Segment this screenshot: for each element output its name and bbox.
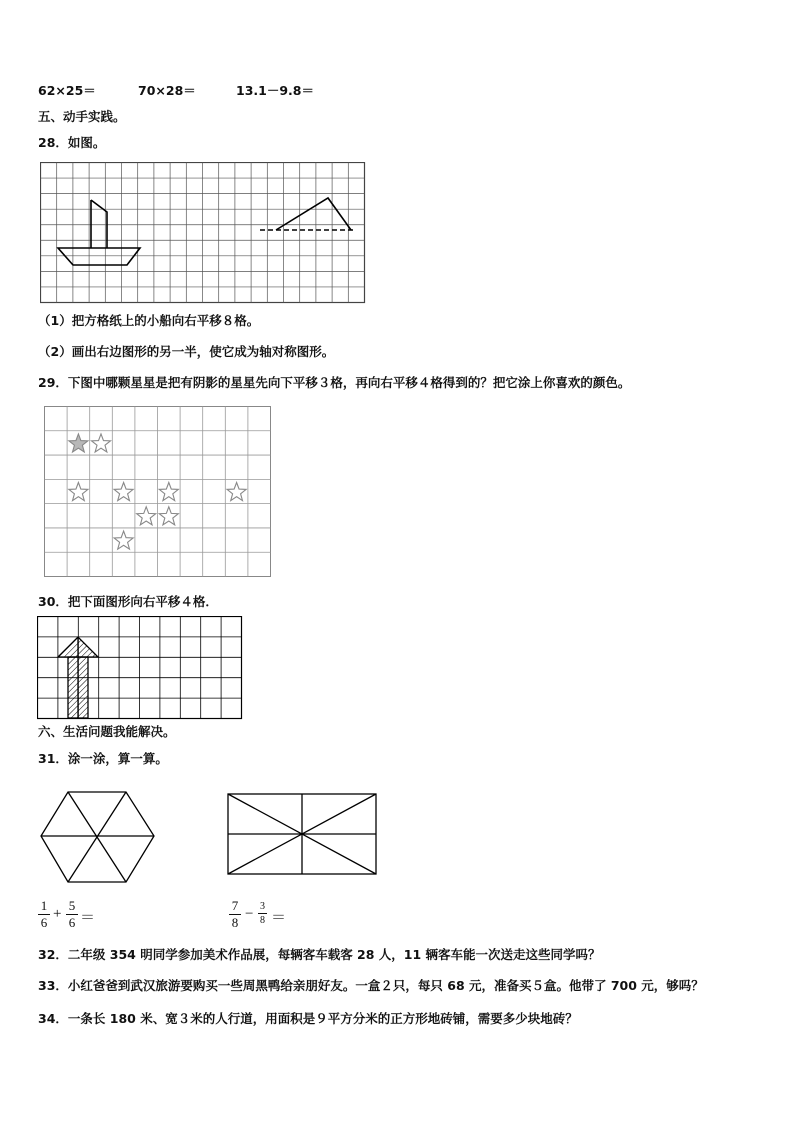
star-icon bbox=[114, 531, 133, 549]
calc-item-3: 13.1－9.8＝ bbox=[236, 83, 314, 98]
star-icon bbox=[114, 483, 133, 501]
frac2-a-numerator: 7 bbox=[231, 898, 239, 913]
frac1-a-denominator: 6 bbox=[40, 915, 48, 930]
frac2-b-numerator: 3 bbox=[260, 901, 265, 912]
question-33: 33．小红爸爸到武汉旅游要购买一些周黑鸭给亲朋好友。一盒２只，每只 68 元，准备买５盒。他带了 700 元，够吗？ bbox=[38, 978, 704, 993]
question-28-sub2: （2）画出右边图形的另一半，使它成为轴对称图形。 bbox=[38, 344, 335, 359]
star-icon bbox=[227, 483, 246, 501]
question-34: 34．一条长 180 米、宽３米的人行道，用面积是９平方分米的正方形地砖铺，需要多少块地砖？ bbox=[38, 1011, 578, 1026]
question-31-title: 31．涂一涂，算一算。 bbox=[38, 751, 168, 766]
question-28-title: 28．如图。 bbox=[38, 135, 106, 150]
section-5-title: 五、动手实践。 bbox=[38, 109, 126, 124]
calc-item-2: 70×28＝ bbox=[138, 83, 196, 98]
hexagon-figure bbox=[38, 790, 158, 886]
frac1-equals: ＝ bbox=[80, 910, 96, 926]
star-icon bbox=[159, 507, 178, 525]
question-30-title: 30．把下面图形向右平移４格． bbox=[38, 594, 218, 609]
rectangle-figure bbox=[226, 792, 378, 878]
boat-shape bbox=[58, 200, 140, 265]
frac1-operator: + bbox=[53, 906, 62, 922]
frac2-equals: ＝ bbox=[271, 910, 287, 926]
q28-grid-figure bbox=[40, 162, 366, 304]
frac2-b-denominator: 8 bbox=[260, 915, 265, 926]
star-icon bbox=[69, 483, 88, 501]
question-28-sub1: （1）把方格纸上的小船向右平移８格。 bbox=[38, 313, 260, 328]
calc-item-1: 62×25＝ bbox=[38, 83, 96, 98]
frac2-a-denominator: 8 bbox=[231, 915, 239, 930]
frac1-b-numerator: 5 bbox=[68, 898, 76, 913]
question-29-title: 29．下图中哪颗星星是把有阴影的星星先向下平移３格，再向右平移４格得到的？把它涂上你喜欢的颜色。 bbox=[38, 375, 631, 390]
question-32: 32．二年级 354 明同学参加美术作品展，每辆客车载客 28 人，11 辆客车能一次送走这些同学吗？ bbox=[38, 947, 601, 962]
frac2-operator: − bbox=[245, 906, 254, 922]
q30-arrow-grid bbox=[37, 616, 243, 720]
frac1-a-numerator: 1 bbox=[40, 898, 48, 913]
half-shape bbox=[276, 198, 351, 230]
q29-star-grid bbox=[44, 406, 272, 578]
star-icon bbox=[159, 483, 178, 501]
star-icon bbox=[137, 507, 156, 525]
frac1-b-denominator: 6 bbox=[68, 915, 76, 930]
section-6-title: 六、生活问题我能解决。 bbox=[38, 724, 176, 739]
shaded-star-icon bbox=[69, 434, 88, 452]
star-icon bbox=[91, 434, 110, 452]
